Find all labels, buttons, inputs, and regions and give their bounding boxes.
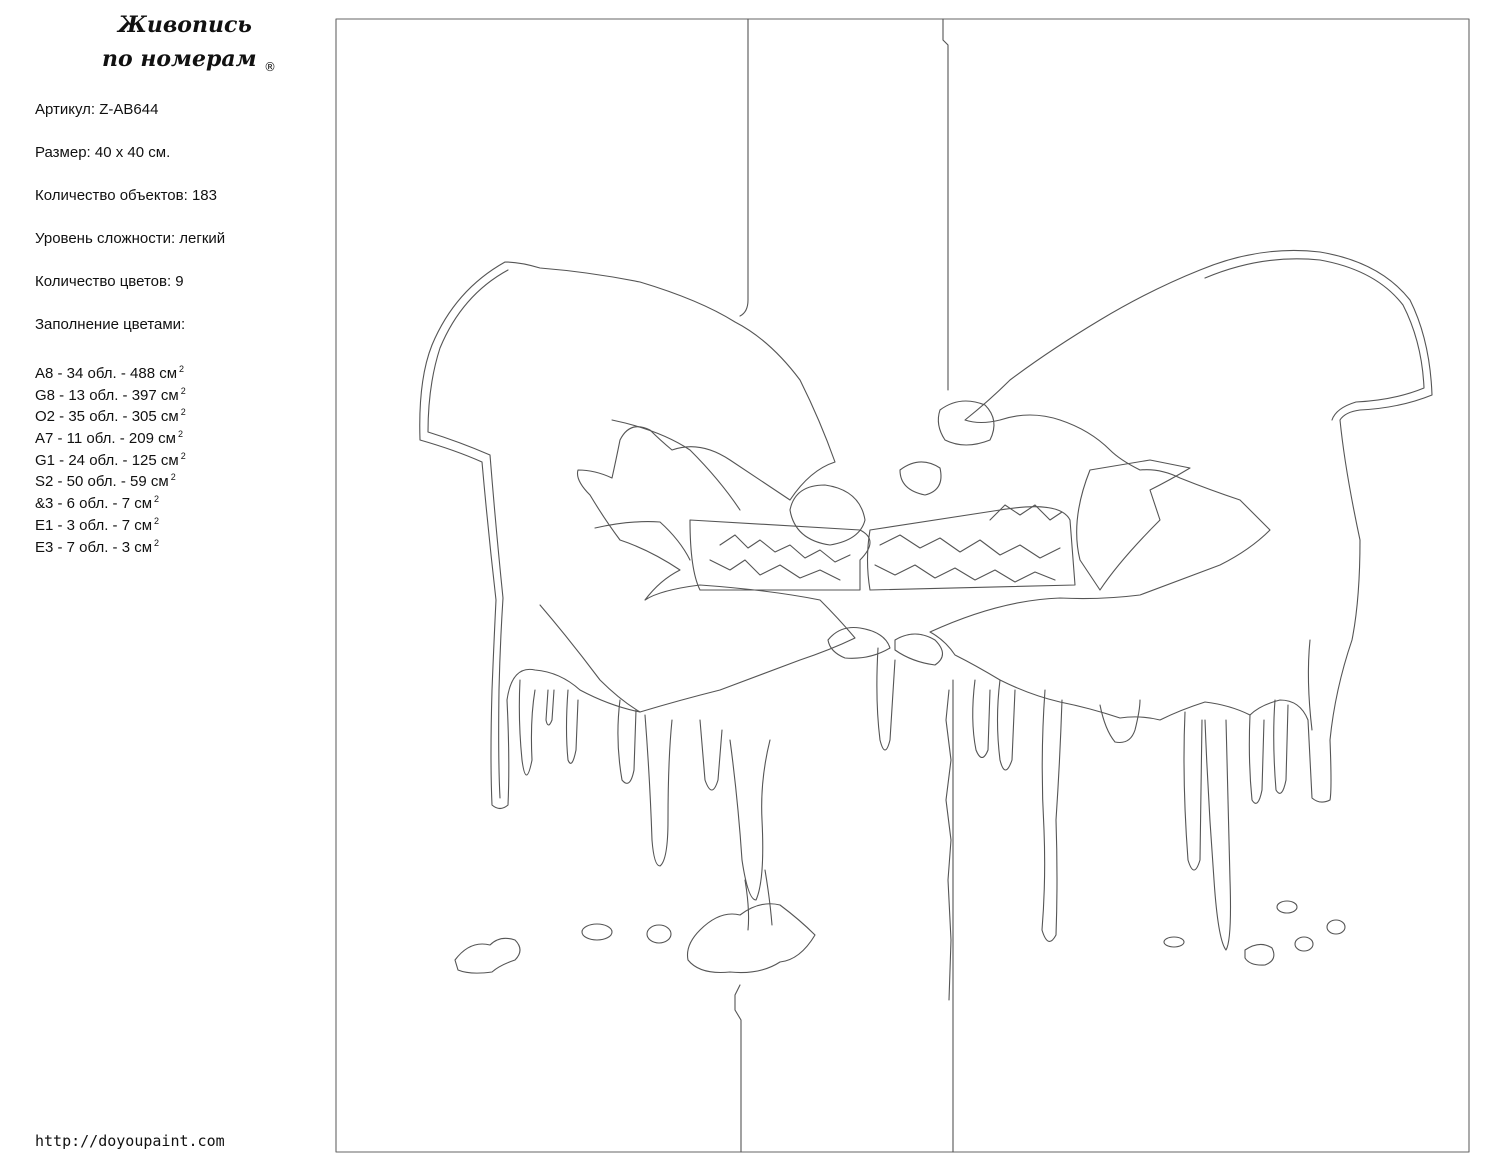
color-fill-row: &3 - 6 обл. - 7 см $^2$ — [35, 494, 160, 513]
color-fill-row: O2 - 35 обл. - 305 см $^2$ — [35, 407, 186, 426]
drip — [700, 720, 722, 790]
coloring-canvas — [335, 18, 1470, 1153]
right-palm — [1077, 460, 1190, 590]
left-arm-outline — [420, 262, 855, 809]
color-fill-row: E1 - 3 обл. - 7 см $^2$ — [35, 515, 160, 534]
drip-pool — [688, 904, 816, 973]
left-hand-shape — [690, 520, 870, 590]
drip-pool — [745, 870, 772, 930]
color-fill-row: E3 - 7 обл. - 3 см $^2$ — [35, 537, 160, 556]
registered-mark: ® — [264, 60, 276, 74]
right-arm-inner — [1205, 259, 1424, 420]
drip — [645, 715, 672, 866]
splatter — [1277, 901, 1297, 913]
splatter — [1245, 944, 1274, 965]
fill-title: Заполнение цветами: — [35, 316, 186, 333]
drip — [1249, 715, 1264, 803]
color-fill-row: G8 - 13 обл. - 397 см $^2$ — [35, 385, 186, 404]
canvas-frame — [336, 19, 1469, 1152]
splatter — [647, 925, 671, 943]
article-text: Артикул: Z-AB644 — [35, 101, 159, 118]
drip — [1042, 690, 1062, 941]
outline-drawing — [335, 18, 1470, 1153]
drip — [618, 700, 636, 783]
logo-line-1: Живопись — [118, 12, 252, 38]
hand-detail — [710, 535, 850, 580]
color-fill-row: S2 - 50 обл. - 59 см $^2$ — [35, 472, 176, 491]
color-fill-row: A8 - 34 обл. - 488 см $^2$ — [35, 364, 185, 382]
colors-count-text: Количество цветов: 9 — [35, 273, 184, 290]
product-info — [35, 101, 225, 359]
splatter — [1327, 920, 1345, 934]
drip — [1205, 720, 1231, 950]
info-panel — [0, 0, 320, 1169]
brand-logo — [100, 8, 300, 76]
splatter — [1295, 937, 1313, 951]
center-bubble — [938, 401, 994, 445]
size-text: Размер: 40 х 40 см. — [35, 144, 171, 161]
drip — [1274, 700, 1288, 793]
color-fill-row: A7 - 11 обл. - 209 см $^2$ — [35, 429, 183, 448]
left-finger — [595, 522, 690, 560]
difficulty-text: Уровень сложности: легкий — [35, 230, 226, 247]
center-bubble — [900, 462, 941, 495]
background-stripe — [943, 19, 948, 390]
center-bubble — [790, 485, 865, 545]
hand-detail — [875, 535, 1060, 582]
website-link[interactable]: http://doyoupaint.com — [35, 1132, 225, 1150]
background-stripe — [740, 19, 748, 316]
drip — [730, 740, 770, 900]
center-bubble — [895, 634, 943, 665]
center-bubble — [828, 628, 890, 659]
splatter — [582, 924, 612, 940]
left-arm-inner — [428, 270, 508, 798]
objects-count-text: Количество объектов: 183 — [35, 187, 217, 204]
logo-line-2: по номерам — [102, 46, 257, 72]
drip — [519, 680, 535, 775]
background-stripe — [735, 985, 741, 1152]
drip — [973, 680, 990, 758]
drip — [877, 648, 895, 750]
drip — [1100, 700, 1140, 743]
drip — [998, 680, 1016, 770]
drip — [1308, 640, 1312, 730]
drip — [567, 690, 579, 763]
splatter — [455, 938, 520, 973]
color-fill-list — [35, 359, 186, 554]
left-finger — [612, 420, 740, 510]
left-forearm-line — [540, 605, 640, 712]
drip — [546, 690, 554, 725]
drip — [1184, 712, 1202, 870]
right-arm-outline — [930, 250, 1432, 802]
background-stripe — [946, 690, 951, 1000]
color-fill-row: G1 - 24 обл. - 125 см $^2$ — [35, 450, 186, 469]
splatter — [1164, 937, 1184, 947]
